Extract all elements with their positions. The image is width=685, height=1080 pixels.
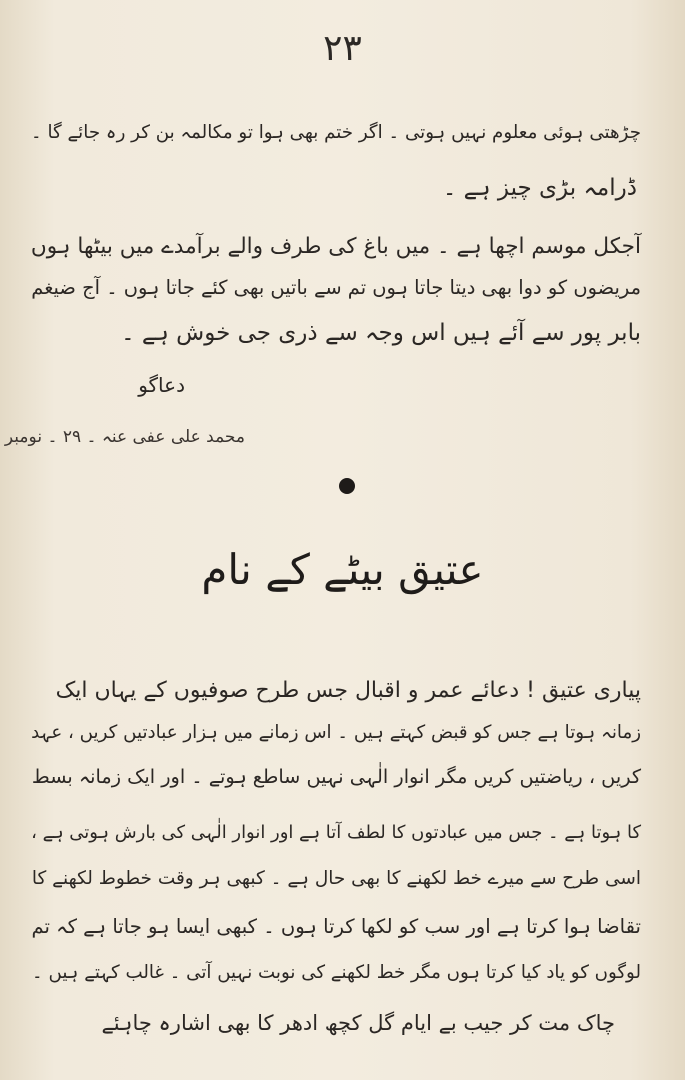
letter2-line-2: زمانہ ہوتا ہے جس کو قبض کہتے ہیں ۔ اس زمانے میں ہزار عبادتیں کریں ، عہد: [31, 722, 641, 743]
ghalib-verse: چاک مت کر جیب بے ایام گل کچھ ادھر کا بھی اشارہ چاہئے: [101, 1011, 615, 1035]
letter2-line-5: اسی طرح سے میرے خط لکھنے کا بھی حال ہے ۔ کبھی ہر وقت خطوط لکھنے کا: [31, 868, 641, 889]
section-divider-dot: [339, 478, 355, 494]
letter1-line-5: بابر پور سے آئے ہیں اس وجہ سے ذری جی خوش ہے ۔: [121, 320, 641, 346]
letter1-line-2: ڈرامہ بڑی چیز ہے ۔: [442, 175, 637, 201]
letter2-line-3: کریں ، ریاضتیں کریں مگر انوار الٰہی نہیں ساطع ہوتے ۔ اور ایک زمانہ بسط: [31, 765, 641, 788]
letter2-line-1: پیاری عتیق ! دعائے عمر و اقبال جس طرح صوفیوں کے یہاں ایک: [55, 678, 641, 703]
letter1-line-4: مریضوں کو دوا بھی دیتا جاتا ہوں تم سے باتیں بھی کئے جاتا ہوں ۔ آج ضیغم: [31, 276, 641, 299]
page-number: ٢٣: [323, 28, 362, 69]
signature-dateline: محمد علی عفی عنہ ۔ ۲۹ ۔ نومبر: [4, 427, 245, 447]
letter2-line-6: تقاضا ہوا کرتا ہے اور سب کو لکھا کرتا ہوں ۔ کبھی ایسا ہو جاتا ہے کہ تم: [31, 915, 641, 938]
closing-salutation: دعاگو: [138, 373, 185, 397]
letter1-line-3: آجکل موسم اچھا ہے ۔ میں باغ کی طرف والے برآمدے میں بیٹھا ہوں: [30, 234, 641, 259]
letter-heading: عتیق بیٹے کے نام: [201, 545, 484, 594]
letter2-line-4: کا ہوتا ہے ۔ جس میں عبادتوں کا لطف آتا ہے اور انوار الٰہی کی بارش ہوتی ہے ،: [31, 822, 641, 843]
letter1-line-1: چڑھتی ہوئی معلوم نہیں ہوتی ۔ اگر ختم بھی ہوا تو مکالمہ بن کر رہ جائے گا ۔: [30, 122, 641, 143]
letter2-line-7: لوگوں کو یاد کیا کرتا ہوں مگر خط لکھنے کی نوبت نہیں آتی ۔ غالب کہتے ہیں ۔: [32, 962, 641, 983]
